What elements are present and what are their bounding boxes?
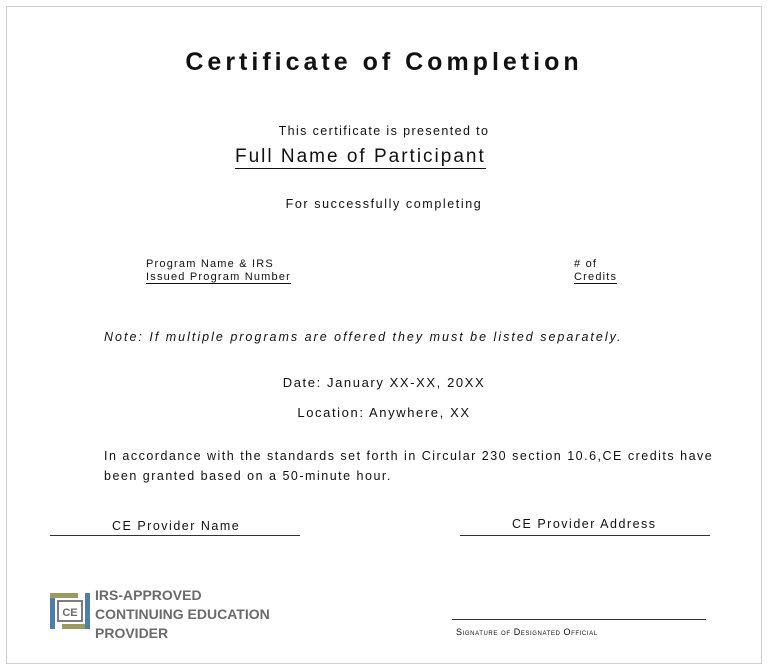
completing-text: For successfully completing [285, 197, 483, 211]
irs-approved-logo-text [95, 586, 270, 643]
logo-text-line1: IRS-APPROVED [95, 587, 202, 603]
signature-label: Signature of Designated Official [456, 627, 598, 637]
location-text: Location: Anywhere, XX [297, 405, 471, 420]
signature-line [452, 619, 706, 620]
participant-name: Full Name of Participant [235, 146, 486, 167]
accordance-statement: In accordance with the standards set forth in Circular 230 section 10.6,CE credits have been granted based on a 50-minute hour. [104, 449, 714, 483]
presented-to-text: This certificate is presented to [278, 124, 490, 138]
multiple-programs-note: Note: If multiple programs are offered they must be listed separately. [104, 330, 623, 344]
provider-name-line [50, 535, 300, 536]
credits-label-line1: # of [574, 258, 598, 270]
logo-text-line3: PROVIDER [95, 625, 169, 641]
program-label-line1: Program Name & IRS [146, 258, 274, 270]
certificate-title: Certificate of Completion [185, 48, 583, 76]
date-text: Date: January XX-XX, 20XX [282, 375, 486, 390]
logo-text-line2: CONTINUING EDUCATION [95, 606, 270, 622]
svg-text:CE: CE [62, 607, 78, 619]
program-label-line2: Issued Program Number [146, 271, 292, 283]
irs-approved-logo-icon [50, 590, 90, 632]
provider-address-label: CE Provider Address [512, 517, 657, 531]
program-name-field [146, 258, 291, 284]
provider-address-line [460, 535, 710, 536]
credits-field [574, 258, 617, 284]
provider-name-label: CE Provider Name [112, 519, 241, 533]
credits-label-line2: Credits [574, 271, 618, 283]
